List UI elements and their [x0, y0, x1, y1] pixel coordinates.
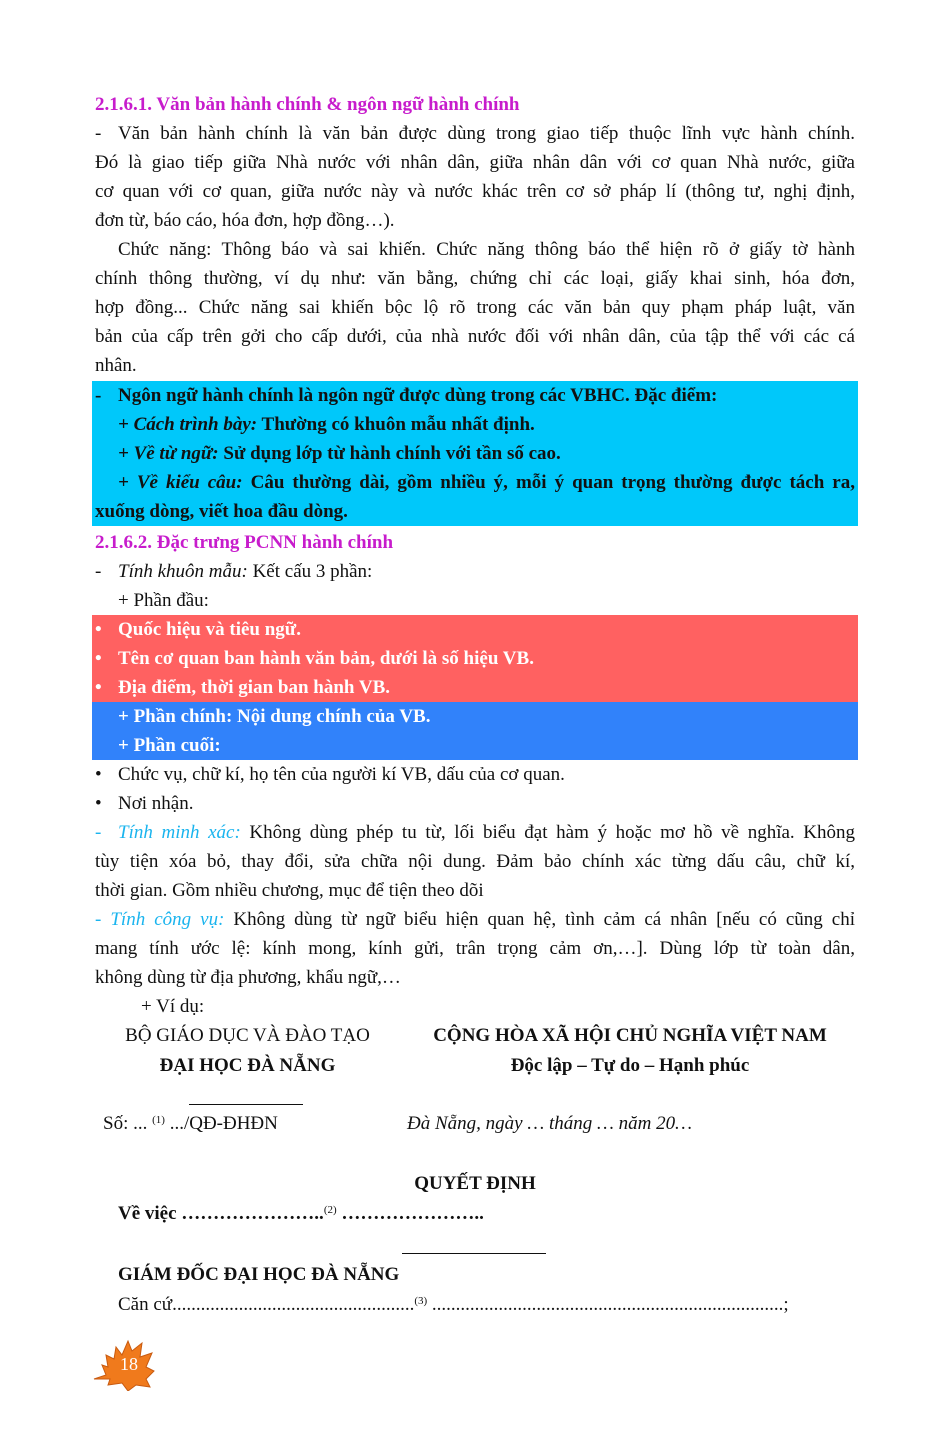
list-item: • Nơi nhận. — [95, 789, 855, 818]
text-line: Đó là giao tiếp giữa Nhà nước với nhân dân, giữa nhân dân với cơ quan Nhà nước, giữa — [95, 152, 855, 173]
text-line: chính thông thường, ví dụ như: văn bằng, chứng chỉ các loại, giấy khai sinh, hóa đơn, — [95, 268, 855, 289]
list-item: + Cách trình bày: Thường có khuôn mẫu nhất định. — [118, 414, 535, 435]
highlight-block-cyan — [92, 381, 858, 526]
page-number: 18 — [120, 1354, 138, 1374]
text-line: - Tính công vụ: Không dùng từ ngữ biểu hiện quan hệ, tình cảm cá nhân [nếu có cũng chỉ — [95, 909, 855, 930]
text-line: nhân. — [95, 355, 137, 376]
document-body — [95, 90, 855, 1021]
text-line: thời gian. Gồm nhiều chương, mục để tiện theo dõi — [95, 880, 484, 901]
country-name: CỘNG HÒA XÃ HỘI CHỦ NGHĨA VIỆT NAM — [433, 1025, 827, 1046]
section-heading: 2.1.6.2. Đặc trưng PCNN hành chính — [95, 532, 394, 553]
text-line: tùy tiện xóa bỏ, thay đổi, sửa chữa nội dung. Đảm bảo chính xác từng dấu câu, chữ kí, — [95, 851, 855, 872]
list-item: • Chức vụ, chữ kí, họ tên của người kí VB, dấu của cơ quan. — [95, 760, 855, 789]
text-line: đơn từ, báo cáo, hóa đơn, hợp đồng…). — [95, 210, 395, 231]
list-item: • Địa điểm, thời gian ban hành VB. — [95, 673, 855, 702]
text-line: không dùng từ địa phương, khẩu ngữ,… — [95, 967, 401, 988]
motto: Độc lập – Tự do – Hạnh phúc — [510, 1055, 750, 1076]
bullet-icon: • — [95, 793, 102, 814]
list-item: + Về từ ngữ: Sử dụng lớp từ hành chính với tần số cao. — [118, 443, 561, 464]
legal-basis: Căn cứ...................................................$^{(3)}$ ..........................................................................; — [118, 1294, 789, 1315]
text-line: mang tính ước lệ: kính mong, kính gửi, trân trọng cảm ơn,…]. Dùng lớp từ toàn dân, — [95, 938, 855, 959]
section-heading: 2.1.6.1. Văn bản hành chính & ngôn ngữ hành chính — [95, 94, 520, 115]
text-line: cơ quan với cơ quan, giữa nước này và nước khác trên cơ sở pháp lí (thông tư, nghị định, — [95, 181, 855, 202]
text-line: bản của cấp trên gởi cho cấp dưới, của nhà nước đối với nhân dân, của tập thể với các cá — [95, 326, 855, 347]
list-item: + Về kiểu câu: Câu thường dài, gồm nhiều ý, mỗi ý quan trọng thường được tách ra, — [118, 472, 855, 493]
divider — [189, 1104, 303, 1105]
page-number-badge — [92, 1335, 156, 1391]
bullet-icon: • — [95, 677, 102, 698]
text-line: + Phần đầu: — [118, 590, 209, 611]
bullet-icon: • — [95, 764, 102, 785]
text-line: Chức năng: Thông báo và sai khiến. Chức năng thông báo thể hiện rõ ở giấy tờ hành — [118, 239, 855, 260]
text-line: - Tính minh xác: Không dùng phép tu từ, lối biểu đạt hàm ý hoặc mơ hồ về nghĩa. Không — [95, 822, 855, 843]
university-name: ĐẠI HỌC ĐÀ NẴNG — [159, 1055, 336, 1076]
text-line: hợp đồng... Chức năng sai khiến bộc lộ rõ trong các văn bản quy phạm pháp luật, văn — [95, 297, 855, 318]
text-line: + Ví dụ: — [141, 996, 205, 1017]
form-title: QUYẾT ĐỊNH — [414, 1173, 536, 1194]
list-item: • Quốc hiệu và tiêu ngữ. — [95, 615, 855, 644]
highlight-block-blue — [92, 702, 858, 760]
list-item: • Tên cơ quan ban hành văn bản, dưới là số hiệu VB. — [95, 644, 855, 673]
bullet-icon: • — [95, 648, 102, 669]
text-line: - Ngôn ngữ hành chính là ngôn ngữ được dùng trong các VBHC. Đặc điểm: — [95, 385, 718, 406]
document-number: Số: ... $^{(1)}$ .../QĐ-ĐHĐN — [103, 1113, 278, 1134]
bullet-icon: • — [95, 619, 102, 640]
text-line: - Văn bản hành chính là văn bản được dùng trong giao tiếp thuộc lĩnh vực hành chính. — [95, 123, 855, 144]
ministry-name: BỘ GIÁO DỤC VÀ ĐÀO TẠO — [125, 1025, 370, 1046]
issue-date: Đà Nẵng, ngày … tháng … năm 20… — [407, 1113, 693, 1134]
text-line: xuống dòng, viết hoa đầu dòng. — [95, 501, 348, 522]
text-line: - Tính khuôn mẫu: Kết cấu 3 phần: — [95, 561, 373, 582]
form-subject: Về việc …………………..$^{(2)}$ ………………….. — [118, 1203, 484, 1224]
divider — [402, 1253, 546, 1254]
text-line: + Phần cuối: — [118, 735, 221, 756]
text-line: + Phần chính: Nội dung chính của VB. — [118, 706, 431, 727]
issuing-authority: GIÁM ĐỐC ĐẠI HỌC ĐÀ NẴNG — [118, 1264, 400, 1285]
highlight-block-red — [92, 615, 858, 702]
